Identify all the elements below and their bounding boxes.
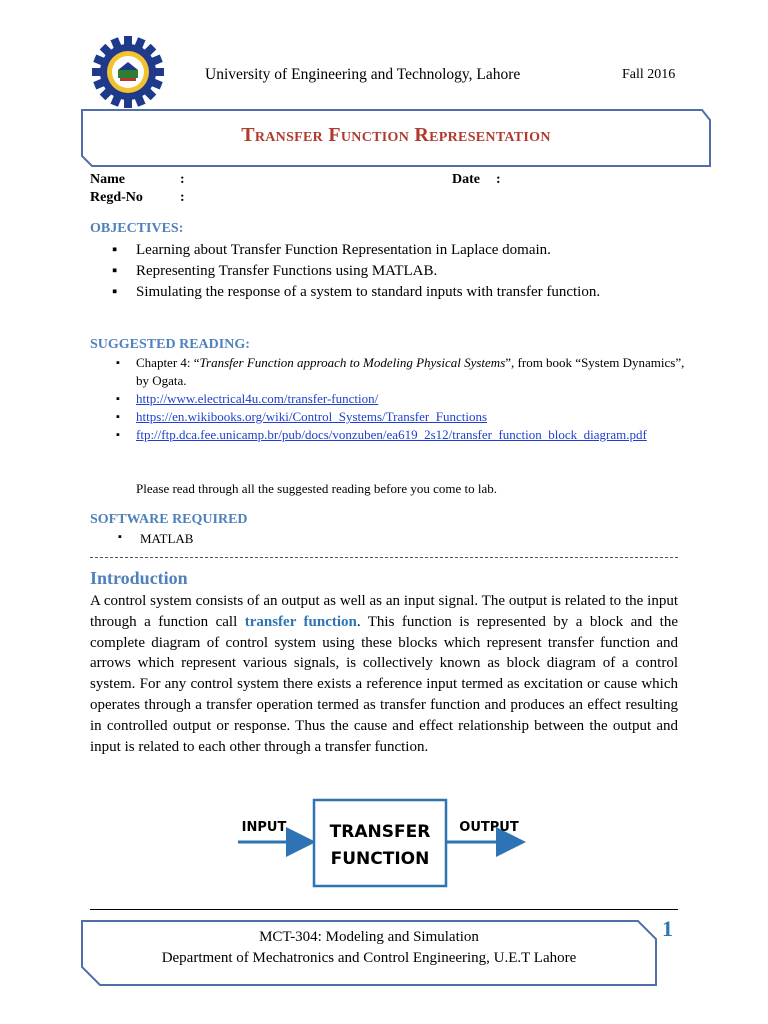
page-title: Transfer Function Representation (241, 124, 551, 146)
objective-item: ▪ Representing Transfer Functions using MATLAB. (136, 261, 678, 281)
university-name: University of Engineering and Technology, Lahore (205, 66, 521, 83)
transfer-function-block (314, 800, 446, 886)
block-label-line2: FUNCTION (330, 849, 430, 869)
introduction-heading: Introduction (90, 568, 188, 588)
objectives-heading: OBJECTIVES: (90, 221, 184, 236)
term-label: Fall 2016 (622, 67, 676, 82)
objective-item: ▪ Learning about Transfer Function Representation in Laplace domain. (136, 240, 678, 260)
chapter-prefix: Chapter 4: “ (136, 355, 200, 370)
software-heading: SOFTWARE REQUIRED (90, 512, 248, 527)
block-label-line1: TRANSFER (329, 822, 431, 842)
regd-colon: : (180, 190, 185, 205)
input-label: INPUT (241, 820, 287, 835)
intro-text-2: . This function is represented by a block and the complete diagram of control system using these blocks which represent transfer function and arrows which represent various signals, is collectively known as block diagram of a control system. For any control system there exists a reference input termed as excitation or cause which operates through a transfer operation termed as transfer function and produces an effect resulting in controlled output or response. Thus the cause and effect relationship between the output and input is related to each other through a transfer function. (90, 613, 678, 755)
footer-course: MCT-304: Modeling and Simulation (259, 929, 479, 945)
chapter-suffix: ”, from book “System Dynamics”, by Ogata. (136, 355, 685, 388)
intro-text-1: A control system consists of an output as well as an input signal. The output is related to the input through a function call (90, 593, 678, 630)
name-label: Name (90, 172, 125, 187)
link-electrical4u[interactable]: http://www.electrical4u.com/transfer-function/ (136, 391, 379, 406)
footer-department: Department of Mechatronics and Control Engineering, U.E.T Lahore (161, 950, 577, 966)
software-item: ▪ MATLAB (140, 531, 193, 547)
block-diagram (230, 794, 530, 890)
university-logo-icon (92, 36, 164, 108)
link-unicamp-pdf[interactable]: ftp://ftp.dca.fee.unicamp.br/pub/docs/vonzuben/ea619_2s12/transfer_function_block_diagram.pdf (136, 427, 647, 442)
objective-item: ▪ Simulating the response of a system to standard inputs with transfer function. (136, 282, 678, 302)
reading-link-item (136, 426, 696, 444)
reading-note: Please read through all the suggested reading before you come to lab. (136, 481, 497, 496)
link-wikibooks[interactable]: https://en.wikibooks.org/wiki/Control_Systems/Transfer_Functions (136, 409, 488, 424)
date-label: Date (452, 172, 480, 187)
date-colon: : (496, 172, 501, 187)
page-number: 1 (662, 916, 673, 941)
reading-link-item (136, 390, 696, 408)
output-label: OUTPUT (459, 820, 519, 835)
reading-heading: SUGGESTED READING: (90, 337, 250, 352)
chapter-title: Transfer Function approach to Modeling Physical Systems (199, 355, 506, 370)
section-divider (90, 557, 678, 558)
regd-label: Regd-No (90, 190, 143, 205)
name-colon: : (180, 172, 185, 187)
reading-link-item (136, 408, 696, 426)
reading-list (136, 354, 696, 444)
footer-rule (90, 909, 678, 910)
reading-book-item (136, 354, 696, 390)
introduction-paragraph (90, 591, 678, 757)
intro-highlight: transfer function (244, 613, 357, 630)
objectives-list (136, 240, 678, 303)
software-list (140, 531, 193, 547)
